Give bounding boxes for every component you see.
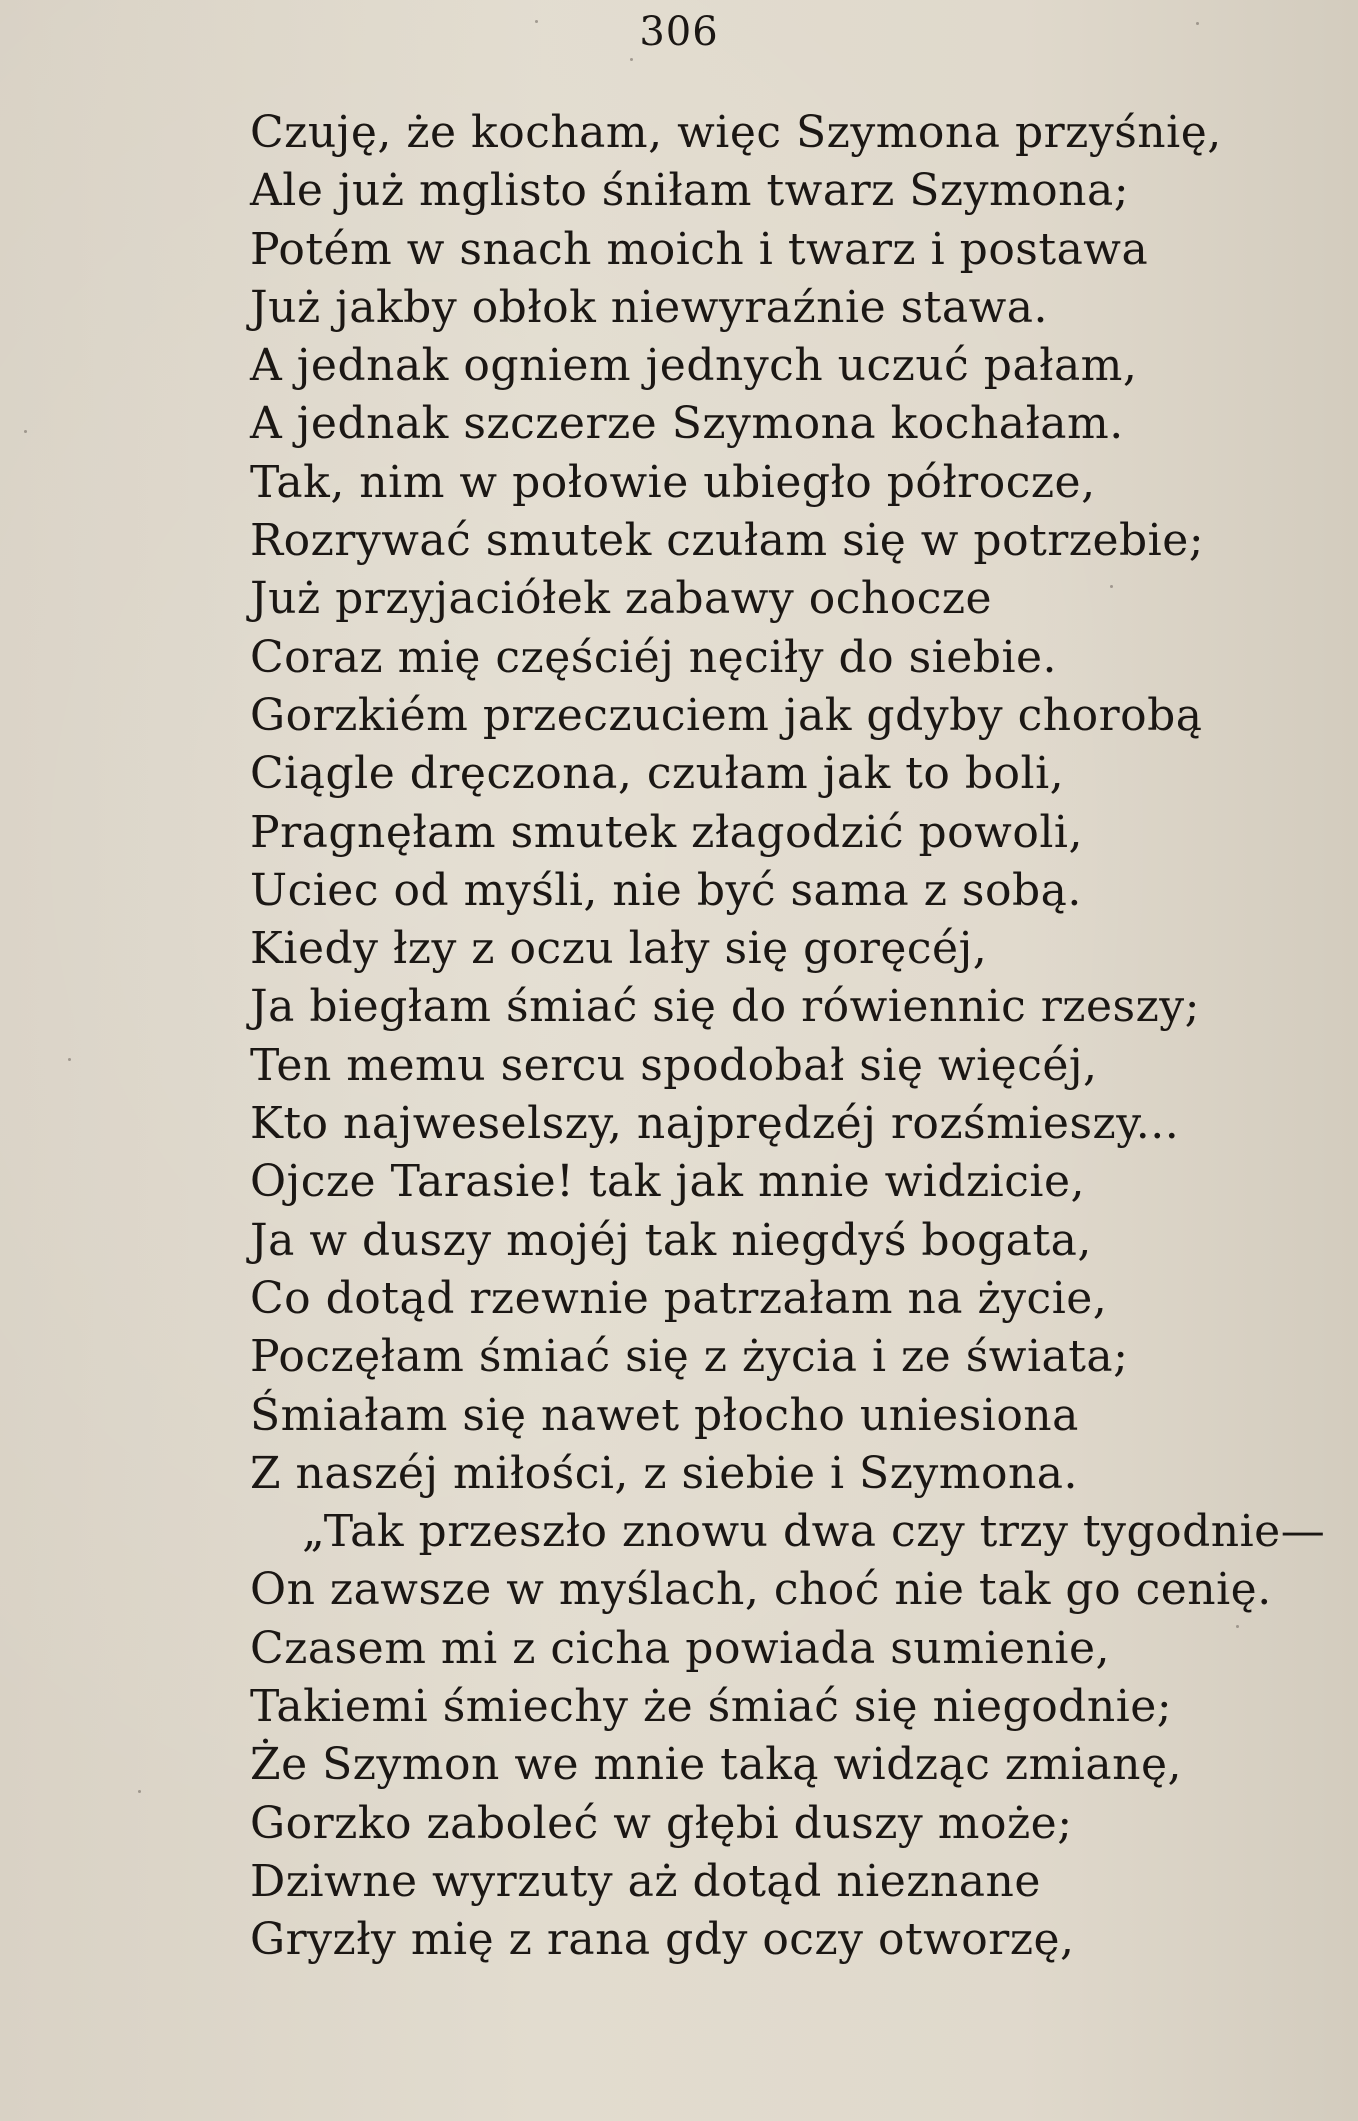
paper-speck (630, 58, 633, 61)
poem-line: A jednak szczerze Szymona kochałam. (250, 398, 1124, 450)
poem-line: Z naszéj miłości, z siebie i Szymona. (250, 1447, 1079, 1499)
poem-line: Co dotąd rzewnie patrzałam na życie, (250, 1272, 1108, 1324)
poem-line: Ja biegłam śmiać się do rówiennic rzeszy; (250, 981, 1200, 1033)
poem-line: Rozrywać smutek czułam się w potrzebie; (250, 515, 1205, 567)
paper-speck (1110, 585, 1113, 588)
poem-line: Kto najweselszy, najprędzéj rozśmieszy... (250, 1098, 1180, 1150)
paper-speck (24, 430, 27, 433)
poem-line: Potém w snach moich i twarz i postawa (250, 223, 1149, 275)
poem-line: Kiedy łzy z oczu lały się goręcéj, (250, 923, 988, 975)
poem-line: Pragnęłam smutek złagodzić powoli, (250, 806, 1083, 858)
poem-line: Śmiałam się nawet płocho uniesiona (250, 1389, 1079, 1441)
poem-line: Coraz mię częściéj nęciły do siebie. (250, 631, 1058, 683)
poem-line: Ale już mglisto śniłam twarz Szymona; (250, 165, 1130, 217)
paper-speck (1236, 1625, 1239, 1628)
paper-speck (68, 1058, 71, 1061)
poem-line: Już przyjaciółek zabawy ochocze (250, 573, 993, 625)
poem-line: Uciec od myśli, nie być sama z sobą. (250, 864, 1082, 916)
poem-line: Ojcze Tarasie! tak jak mnie widzicie, (250, 1156, 1085, 1208)
poem-line: Ja w duszy mojéj tak niegdyś bogata, (250, 1214, 1092, 1266)
poem-line: Tak, nim w połowie ubiegło półrocze, (250, 456, 1096, 508)
poem-line: Gryzły mię z rana gdy oczy otworzę, (250, 1914, 1075, 1966)
paper-speck (535, 20, 538, 23)
poem-line: Dziwne wyrzuty aż dotąd nieznane (250, 1855, 1041, 1907)
poem-line: Takiemi śmiechy że śmiać się niegodnie; (250, 1681, 1173, 1733)
page-number: 306 (639, 9, 719, 55)
poem-line: Poczęłam śmiać się z życia i ze świata; (250, 1331, 1129, 1383)
paper-speck (138, 1790, 141, 1793)
poem-line: Gorzko zaboleć w głębi duszy może; (250, 1797, 1073, 1849)
poem-line: A jednak ogniem jednych uczuć pałam, (250, 340, 1138, 392)
poem-line: Gorzkiém przeczuciem jak gdyby chorobą (250, 689, 1203, 741)
poem-line: Ten memu sercu spodobał się więcéj, (250, 1039, 1098, 1091)
poem-line: Czuję, że kocham, więc Szymona przyśnię, (250, 107, 1222, 158)
poem-text (250, 104, 1325, 1970)
poem-line: Już jakby obłok niewyraźnie stawa. (250, 281, 1048, 333)
poem-line: On zawsze w myślach, choć nie tak go cenię. (250, 1564, 1272, 1616)
poem-line: Ciągle dręczona, czułam jak to boli, (250, 748, 1065, 800)
paper-speck (1196, 22, 1199, 25)
poem-line: Że Szymon we mnie taką widząc zmianę, (250, 1739, 1182, 1791)
poem-line: Czasem mi z cicha powiada sumienie, (250, 1622, 1110, 1674)
poem-line-paragraph-start: „Tak przeszło znowu dwa czy trzy tygodnie— (302, 1506, 1326, 1558)
